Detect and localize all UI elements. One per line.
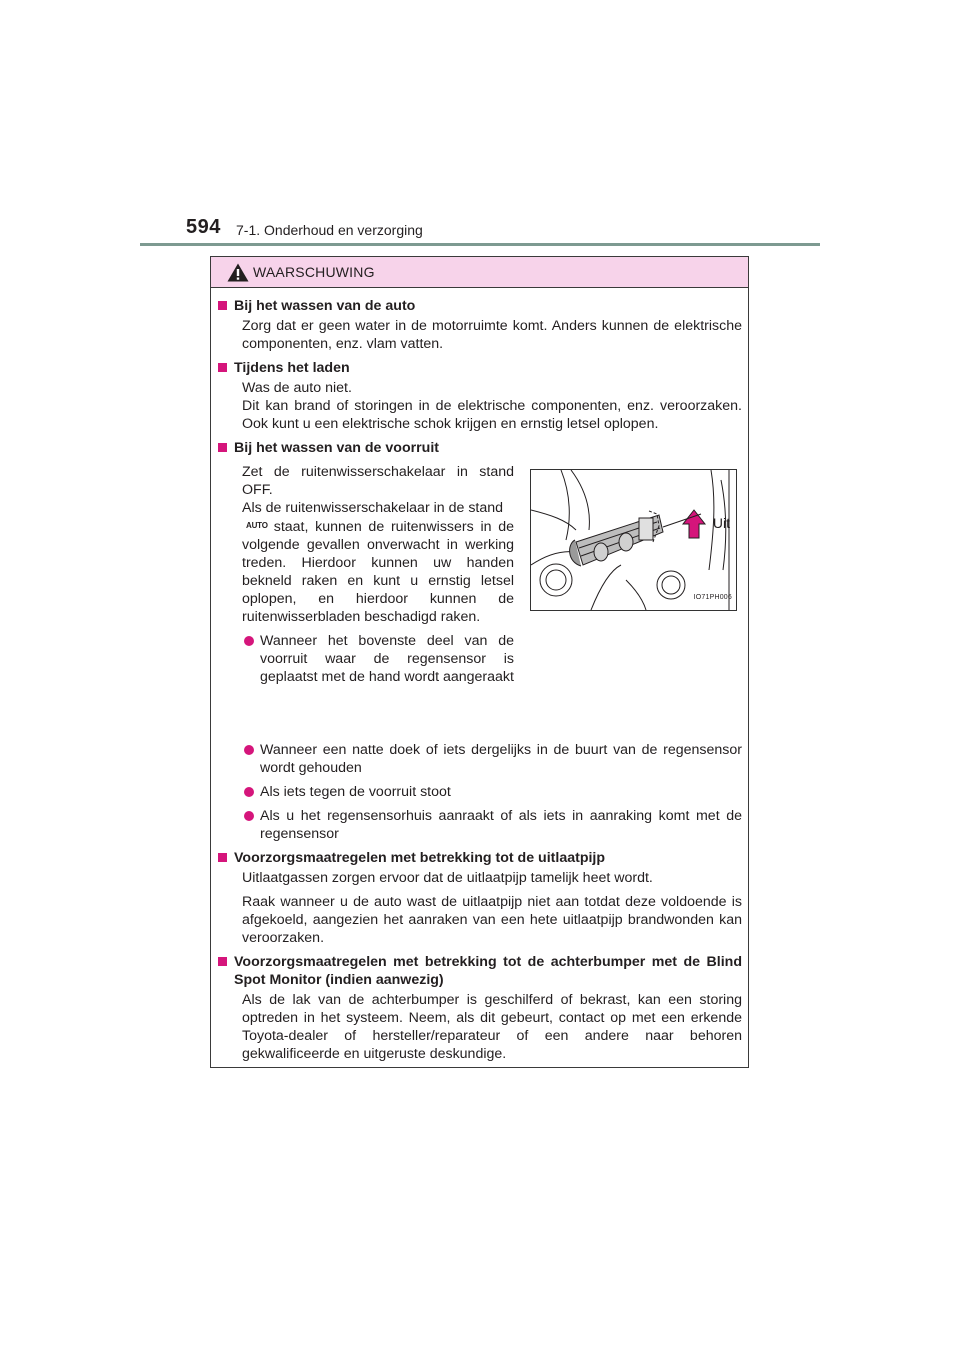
section-text: Dit kan brand of storingen in de elektrische componenten, enz. veroorzaken. Ook kunt u een elektrische schok krijgen en ernstig letsel oplopen. [242,398,742,432]
figure-label-off: Uit [712,515,730,531]
section-heading: Tijdens het laden [216,359,742,377]
wiper-switch-figure [530,469,737,611]
section-text: Raak wanneer u de auto wast de uitlaatpijp niet aan totdat deze voldoende is afgekoeld, aangezien het aanraken van een hete uitlaatpijp brandwonden kan veroorzaken. [242,894,742,946]
page-number: 594 [186,216,221,238]
section-heading: Bij het wassen van de voorruit [216,439,742,457]
section-heading: Voorzorgsmaatregelen met betrekking tot de uitlaatpijp [216,849,742,867]
warning-triangle-icon [227,263,249,282]
square-bullet-icon [218,853,227,862]
auto-mode-glyph: AUTO [246,521,268,530]
round-bullet-icon [244,787,254,797]
section-text: Was de auto niet. [242,380,352,396]
square-bullet-icon [218,363,227,372]
square-bullet-icon [218,443,227,452]
list-item: Als iets tegen de voorruit stoot [216,783,742,801]
list-item: Als u het regensensorhuis aanraakt of als iets in aanraking komt met de regensensor [216,807,742,843]
windshield-block [216,463,742,735]
section-text: Als de ruitenwisserschakelaar in de stand AUTO staat, kunnen de ruitenwissers in de volgende gevallen onverwacht in werking treden. Hierdoor kunnen uw handen bekneld raken en kunt u ernstig letsel oplopen, en hierdoor kunnen de ruitenwisserbladen beschadigd raken. [242,500,514,625]
section-text: Zet de ruitenwisserschakelaar in stand OFF. [242,464,514,498]
section-text: Zorg dat er geen water in de motorruimte komt. Anders kunnen de elektrische componenten, enz. vlam vatten. [242,318,742,352]
warning-header [211,257,748,288]
section-heading: Voorzorgsmaatregelen met betrekking tot de achterbumper met de Blind Spot Monitor (indien aanwezig) [216,953,742,989]
warning-content [216,297,742,1069]
section-title: 7-1. Onderhoud en verzorging [236,222,423,238]
round-bullet-icon [244,636,254,646]
round-bullet-icon [244,811,254,821]
warning-box [210,256,749,1068]
header-rule [140,243,820,246]
round-bullet-icon [244,745,254,755]
windshield-text [242,463,514,686]
list-item: Wanneer het bovenste deel van de voorruit waar de regensensor is geplaatst met de hand wordt aangeraakt [242,632,514,686]
square-bullet-icon [218,301,227,310]
section-text: Als de lak van de achterbumper is geschilferd of bekrast, kan een storing optreden in het systeem. Neem, als dit gebeurt, contact op met een erkende Toyota-dealer of hersteller/reparateur of een andere naar behoren gekwalificeerde en uitgeruste deskundige. [242,992,742,1062]
section-text: Uitlaatgassen zorgen ervoor dat de uitlaatpijp tamelijk heet wordt. [242,870,653,886]
warning-title: WAARSCHUWING [253,264,375,280]
section-heading: Bij het wassen van de auto [216,297,742,315]
square-bullet-icon [218,957,227,966]
figure-code: IO71PH006 [693,594,732,601]
list-item: Wanneer een natte doek of iets dergelijks in de buurt van de regensensor wordt gehouden [216,741,742,777]
